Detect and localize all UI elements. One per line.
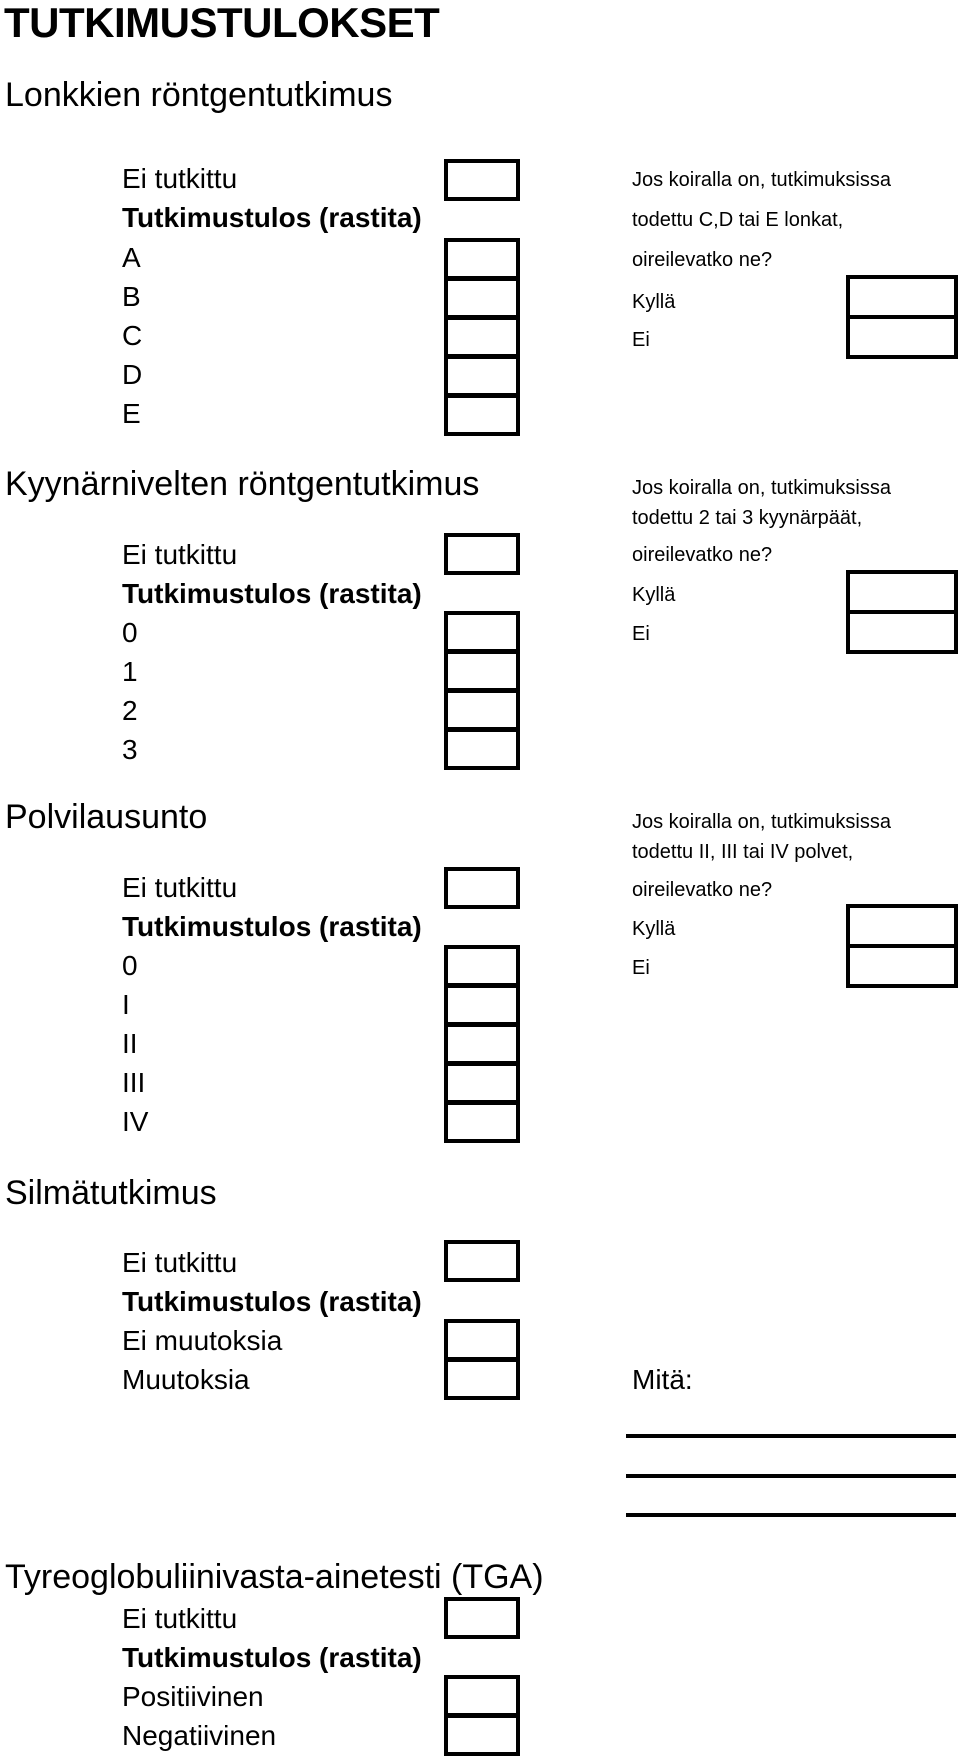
tga-heading: Tyreoglobuliinivasta-ainetesti (TGA) [5, 1558, 544, 1596]
hips-grade-label: A [122, 242, 141, 273]
knees-not-examined-label: Ei tutkittu [122, 872, 238, 903]
knees-no-label: Ei [632, 957, 650, 979]
hips-grade-label: C [122, 320, 143, 351]
eyes-what-line[interactable] [626, 1474, 956, 1478]
hips-grade-checkbox[interactable] [444, 238, 520, 280]
elbows-grade-checkbox[interactable] [444, 689, 520, 731]
hips-yes-label: Kyllä [632, 291, 676, 313]
hips-question-line: oireilevatko ne? [632, 249, 773, 271]
knees-result-header: Tutkimustulos (rastita) [122, 911, 422, 942]
knees-not-examined-checkbox[interactable] [444, 867, 520, 909]
knees-grade-checkbox[interactable] [444, 984, 520, 1026]
eyes-heading: Silmätutkimus [5, 1174, 217, 1212]
knees-grade-checkbox[interactable] [444, 1023, 520, 1065]
tga-result-header: Tutkimustulos (rastita) [122, 1642, 422, 1673]
eyes-what-line[interactable] [626, 1434, 956, 1438]
elbows-grade-label: 0 [122, 617, 138, 648]
eyes-result-header: Tutkimustulos (rastita) [122, 1286, 422, 1317]
eyes-what-line[interactable] [626, 1513, 956, 1517]
hips-grade-label: E [122, 398, 141, 429]
elbows-question-line: Jos koiralla on, tutkimuksissa [632, 477, 891, 499]
elbows-not-examined-label: Ei tutkittu [122, 539, 238, 570]
knees-grade-label: III [122, 1067, 146, 1098]
hips-result-header: Tutkimustulos (rastita) [122, 202, 422, 233]
knees-grade-label: I [122, 989, 130, 1020]
elbows-no-checkbox[interactable] [846, 610, 958, 654]
tga-not-examined-checkbox[interactable] [444, 1597, 520, 1639]
hips-not-examined-checkbox[interactable] [444, 159, 520, 201]
hips-no-label: Ei [632, 329, 650, 351]
elbows-not-examined-checkbox[interactable] [444, 533, 520, 575]
knees-heading: Polvilausunto [5, 798, 208, 836]
hips-grade-checkbox[interactable] [444, 355, 520, 397]
elbows-no-label: Ei [632, 623, 650, 645]
knees-question-line: todettu II, III tai IV polvet, [632, 841, 854, 863]
eyes-option-label: Muutoksia [122, 1364, 250, 1395]
elbows-heading: Kyynärnivelten röntgentutkimus [5, 465, 480, 503]
elbows-yes-checkbox[interactable] [846, 570, 958, 614]
hips-grade-label: D [122, 359, 143, 390]
knees-question-line: Jos koiralla on, tutkimuksissa [632, 811, 891, 833]
knees-no-checkbox[interactable] [846, 944, 958, 988]
tga-not-examined-label: Ei tutkittu [122, 1603, 238, 1634]
hips-yes-checkbox[interactable] [846, 275, 958, 319]
knees-grade-checkbox[interactable] [444, 945, 520, 987]
eyes-option-label: Ei muutoksia [122, 1325, 283, 1356]
hips-grade-label: B [122, 281, 141, 312]
eyes-option-checkbox[interactable] [444, 1358, 520, 1400]
hips-not-examined-label: Ei tutkittu [122, 163, 238, 194]
hips-question-line: Jos koiralla on, tutkimuksissa [632, 169, 891, 191]
knees-grade-label: IV [122, 1106, 149, 1137]
elbows-question-line: oireilevatko ne? [632, 544, 773, 566]
knees-grade-label: 0 [122, 950, 138, 981]
elbows-grade-label: 1 [122, 656, 138, 687]
elbows-yes-label: Kyllä [632, 584, 676, 606]
eyes-not-examined-label: Ei tutkittu [122, 1247, 238, 1278]
elbows-result-header: Tutkimustulos (rastita) [122, 578, 422, 609]
knees-grade-checkbox[interactable] [444, 1101, 520, 1143]
hips-grade-checkbox[interactable] [444, 394, 520, 436]
hips-heading: Lonkkien röntgentutkimus [5, 76, 393, 114]
tga-option-label: Negatiivinen [122, 1720, 277, 1751]
elbows-grade-label: 2 [122, 695, 138, 726]
knees-yes-checkbox[interactable] [846, 904, 958, 948]
hips-no-checkbox[interactable] [846, 315, 958, 359]
knees-yes-label: Kyllä [632, 918, 676, 940]
hips-grade-checkbox[interactable] [444, 316, 520, 358]
hips-question-line: todettu C,D tai E lonkat, [632, 209, 844, 231]
elbows-grade-checkbox[interactable] [444, 650, 520, 692]
knees-grade-checkbox[interactable] [444, 1062, 520, 1104]
tga-option-label: Positiivinen [122, 1681, 264, 1712]
tga-option-checkbox[interactable] [444, 1675, 520, 1717]
knees-question-line: oireilevatko ne? [632, 879, 773, 901]
hips-grade-checkbox[interactable] [444, 277, 520, 319]
eyes-what-label: Mitä: [632, 1364, 693, 1395]
tga-option-checkbox[interactable] [444, 1714, 520, 1756]
eyes-not-examined-checkbox[interactable] [444, 1240, 520, 1282]
elbows-grade-label: 3 [122, 734, 138, 765]
elbows-grade-checkbox[interactable] [444, 728, 520, 770]
page-title: TUTKIMUSTULOKSET [4, 0, 440, 46]
elbows-grade-checkbox[interactable] [444, 611, 520, 653]
elbows-question-line: todettu 2 tai 3 kyynärpäät, [632, 507, 863, 529]
knees-grade-label: II [122, 1028, 138, 1059]
eyes-option-checkbox[interactable] [444, 1319, 520, 1361]
